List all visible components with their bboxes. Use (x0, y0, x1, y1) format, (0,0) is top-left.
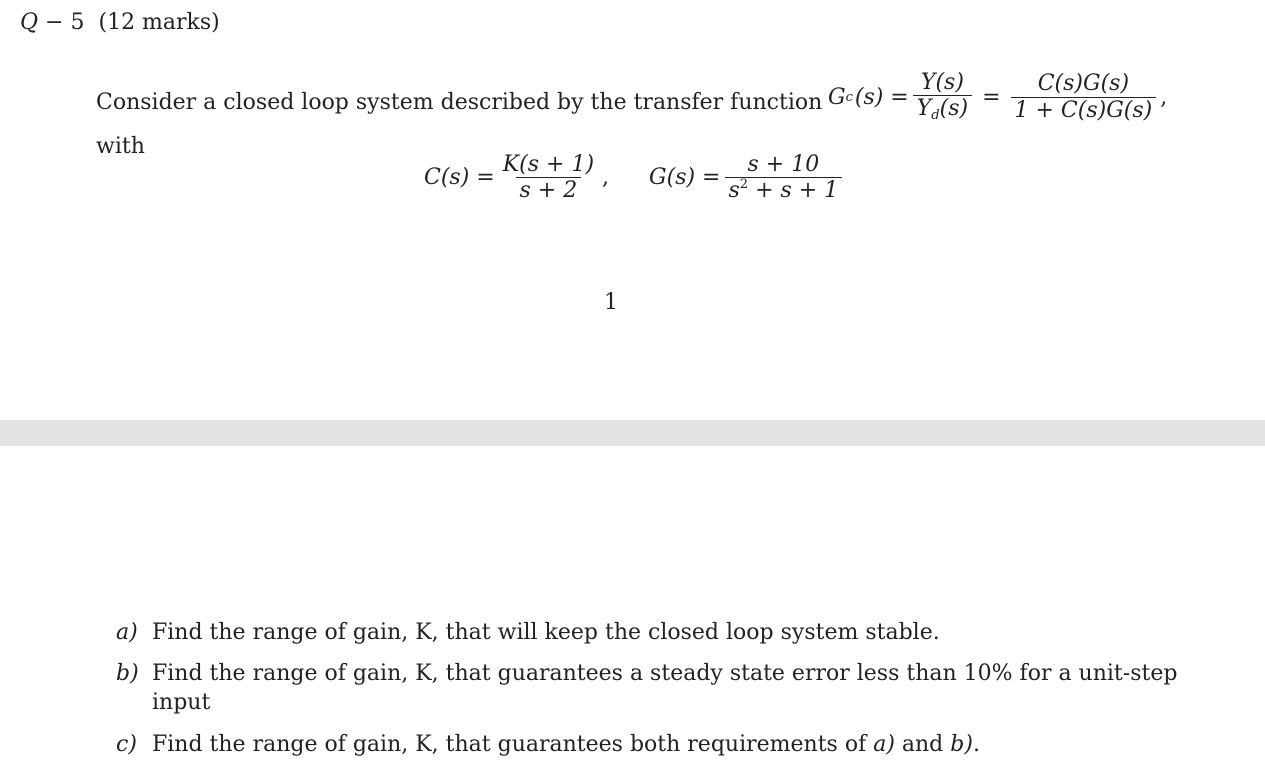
with-text: with (96, 134, 145, 159)
item-b (116, 661, 1177, 686)
g-lhs: G(s) = (649, 165, 721, 191)
question-marks: (12 marks) (98, 10, 220, 35)
fraction-numerator: s + 10 (747, 152, 820, 177)
s-symbol: s (728, 178, 740, 204)
page-number: 1 (604, 290, 618, 315)
item-a (116, 620, 940, 645)
fraction-y-over-yd (913, 70, 972, 124)
yd-argument: (s) (939, 96, 969, 122)
question-heading (20, 10, 220, 35)
fraction-denominator (913, 95, 972, 124)
fraction-numerator: C(s)G(s) (1037, 71, 1130, 97)
g-den-rest: + s + 1 (748, 178, 839, 204)
item-label: c) (116, 732, 137, 757)
item-text-end: . (972, 732, 980, 757)
item-text: Find the range of gain, K, that will keep the closed loop system stable. (152, 620, 940, 645)
fraction-numerator: K(s + 1) (502, 152, 595, 177)
gc-symbol: G (828, 84, 846, 110)
trailing-comma: , (1160, 84, 1168, 110)
gc-argument: (s) = (854, 84, 909, 110)
fraction-g (725, 152, 843, 204)
page-separator (0, 420, 1265, 446)
fraction-denominator: s + 2 (516, 177, 582, 203)
separator-comma: , (602, 165, 610, 191)
yd-symbol: Y (916, 96, 932, 122)
question-label: Q (20, 10, 39, 35)
equals-sign: = (982, 84, 1001, 110)
transfer-function-equation (828, 70, 1167, 124)
fraction-c (499, 152, 598, 204)
intro-sentence (96, 90, 822, 115)
page-2 (0, 446, 1265, 768)
item-label: b) (116, 661, 139, 686)
fraction-closed-loop (1011, 71, 1157, 123)
c-lhs: C(s) = (424, 165, 495, 191)
question-number: − 5 (45, 10, 85, 35)
item-label: a) (116, 620, 138, 645)
fraction-denominator (725, 177, 843, 203)
item-text-mid: and (894, 732, 951, 757)
item-text: Find the range of gain, K, that guarantees both requirements of (152, 732, 874, 757)
gc-subscript: c (845, 89, 853, 105)
item-b-continuation: input (152, 690, 211, 715)
fraction-numerator: Y(s) (920, 70, 964, 95)
ref-b: b) (950, 732, 973, 757)
exponent: 2 (739, 177, 749, 193)
fraction-denominator: 1 + C(s)G(s) (1011, 97, 1157, 123)
yd-subscript: d (931, 108, 940, 124)
definitions-equation (424, 152, 846, 204)
intro-text: Consider a closed loop system described by the transfer function (96, 90, 823, 115)
item-c (116, 732, 980, 757)
ref-a: a) (873, 732, 895, 757)
item-text: Find the range of gain, K, that guarantees a steady state error less than 10% for a unit-step (152, 661, 1178, 686)
